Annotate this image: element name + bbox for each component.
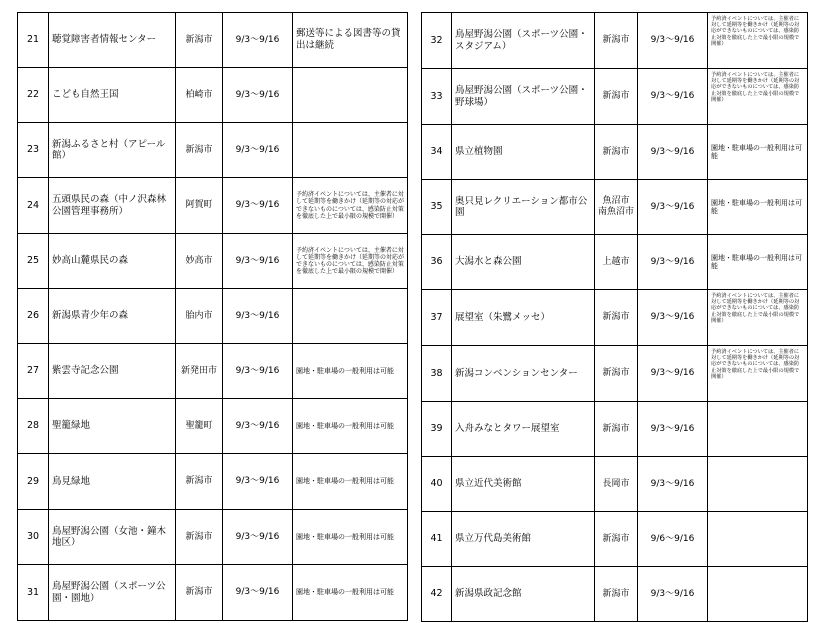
closure-period: 9/3～9/16 [223,289,293,344]
remarks: 園地・駐車場の一般利用は可能 [293,399,408,454]
municipality: 新潟市 [176,565,223,621]
row-number: 21 [18,13,49,68]
facility-name: 入舟みなとタワー展望室 [452,402,595,457]
municipality: 新潟市 [595,13,638,69]
facility-table-right [421,12,808,622]
table-row [422,457,808,512]
facility-name: 新潟県青少年の森 [49,289,176,344]
remarks: 園地・駐車場の一般利用は可能 [708,125,808,180]
remarks: 予約済イベントについては、主催者に対して延期等を働きかけ（延期等の対応ができないものについては、感染防止対策を徹底した上で最小限の規模で開催） [708,346,808,402]
closure-period: 9/3～9/16 [638,235,708,290]
closure-period: 9/3～9/16 [638,402,708,457]
municipality: 新潟市 [595,125,638,180]
municipality: 新潟市 [595,567,638,622]
row-number: 22 [18,68,49,123]
closure-period: 9/3～9/16 [223,454,293,510]
facility-name: 聴覚障害者情報センター [49,13,176,68]
row-number: 42 [422,567,452,622]
closure-period: 9/3～9/16 [223,13,293,68]
table-row [18,344,408,399]
closure-period: 9/3～9/16 [223,123,293,178]
closure-period: 9/3～9/16 [638,125,708,180]
closure-period: 9/3～9/16 [638,346,708,402]
municipality: 新発田市 [176,344,223,399]
facility-name: こども自然王国 [49,68,176,123]
row-number: 30 [18,510,49,565]
facility-name: 鳥屋野潟公園（スポーツ公園・スタジアム） [452,13,595,69]
row-number: 32 [422,13,452,69]
closure-period: 9/3～9/16 [223,234,293,289]
row-number: 29 [18,454,49,510]
closure-period: 9/3～9/16 [223,68,293,123]
remarks [708,457,808,512]
municipality: 新潟市 [595,69,638,125]
row-number: 38 [422,346,452,402]
row-number: 26 [18,289,49,344]
municipality: 新潟市 [595,512,638,567]
row-number: 35 [422,180,452,235]
row-number: 37 [422,290,452,346]
table-row [422,69,808,125]
municipality: 新潟市 [595,290,638,346]
remarks: 園地・駐車場の一般利用は可能 [708,180,808,235]
row-number: 23 [18,123,49,178]
closure-period: 9/3～9/16 [223,344,293,399]
facility-name: 妙高山麓県民の森 [49,234,176,289]
municipality: 阿賀町 [176,178,223,234]
facility-name: 県立植物園 [452,125,595,180]
facility-name: 県立近代美術館 [452,457,595,512]
table-row [18,13,408,68]
municipality: 妙高市 [176,234,223,289]
municipality: 上越市 [595,235,638,290]
table-row [18,68,408,123]
table-row [18,565,408,621]
table-row [18,510,408,565]
facility-name: 展望室（朱鷺メッセ） [452,290,595,346]
municipality: 新潟市 [176,454,223,510]
row-number: 40 [422,457,452,512]
municipality: 新潟市 [176,123,223,178]
facility-name: 奥只見レクリエーション都市公園 [452,180,595,235]
municipality: 聖籠町 [176,399,223,454]
table-row [18,123,408,178]
facility-name: 鳥屋野潟公園（女池・鐘木地区） [49,510,176,565]
table-row [422,567,808,622]
row-number: 34 [422,125,452,180]
facility-name: 鳥見緑地 [49,454,176,510]
row-number: 39 [422,402,452,457]
row-number: 24 [18,178,49,234]
table-row [422,346,808,402]
row-number: 36 [422,235,452,290]
remarks: 予約済イベントについては、主催者に対して延期等を働きかけ（延期等の対応ができないものについては、感染防止対策を徹底した上で最小限の規模で開催） [293,178,408,234]
municipality: 新潟市 [176,510,223,565]
table-row [18,178,408,234]
row-number: 27 [18,344,49,399]
facility-name: 新潟ふるさと村（アピール館） [49,123,176,178]
row-number: 25 [18,234,49,289]
facility-name: 聖籠緑地 [49,399,176,454]
table-row [18,454,408,510]
table-row [422,235,808,290]
closure-period: 9/3～9/16 [638,69,708,125]
table-row [422,290,808,346]
facility-name: 五頭県民の森（中ノ沢森林公園管理事務所） [49,178,176,234]
facility-name: 新潟県政記念館 [452,567,595,622]
closure-period: 9/3～9/16 [638,567,708,622]
municipality: 新潟市 [595,402,638,457]
municipality: 長岡市 [595,457,638,512]
row-number: 41 [422,512,452,567]
closure-period: 9/6～9/16 [638,512,708,567]
closure-period: 9/3～9/16 [638,13,708,69]
municipality: 新潟市 [176,13,223,68]
table-row [18,234,408,289]
facility-name: 県立万代島美術館 [452,512,595,567]
remarks [708,512,808,567]
closure-period: 9/3～9/16 [223,510,293,565]
municipality: 魚沼市 南魚沼市 [595,180,638,235]
remarks [708,567,808,622]
municipality: 胎内市 [176,289,223,344]
closure-period: 9/3～9/16 [638,457,708,512]
table-row [18,399,408,454]
remarks: 園地・駐車場の一般利用は可能 [708,235,808,290]
facility-name: 大潟水と森公園 [452,235,595,290]
row-number: 33 [422,69,452,125]
remarks: 予約済イベントについては、主催者に対して延期等を働きかけ（延期等の対応ができないものについては、感染防止対策を徹底した上で最小限の規模で開催） [708,69,808,125]
remarks: 予約済イベントについては、主催者に対して延期等を働きかけ（延期等の対応ができないものについては、感染防止対策を徹底した上で最小限の規模で開催） [708,13,808,69]
table-row [422,13,808,69]
table-row [422,180,808,235]
closure-period: 9/3～9/16 [638,180,708,235]
table-row [422,125,808,180]
remarks [293,289,408,344]
closure-period: 9/3～9/16 [223,565,293,621]
municipality: 新潟市 [595,346,638,402]
row-number: 28 [18,399,49,454]
closure-period: 9/3～9/16 [223,178,293,234]
facility-name: 鳥屋野潟公園（スポーツ公園・野球場） [452,69,595,125]
closure-period: 9/3～9/16 [223,399,293,454]
closure-period: 9/3～9/16 [638,290,708,346]
remarks: 園地・駐車場の一般利用は可能 [293,565,408,621]
facility-name: 新潟コンベンションセンター [452,346,595,402]
remarks [293,123,408,178]
municipality: 柏崎市 [176,68,223,123]
facility-name: 紫雲寺記念公園 [49,344,176,399]
table-row [422,512,808,567]
table-row [18,289,408,344]
remarks: 園地・駐車場の一般利用は可能 [293,454,408,510]
facility-table-left [17,12,408,621]
table-row [422,402,808,457]
row-number: 31 [18,565,49,621]
remarks [708,402,808,457]
facility-name: 鳥屋野潟公園（スポーツ公園・園地） [49,565,176,621]
remarks [293,68,408,123]
remarks: 園地・駐車場の一般利用は可能 [293,344,408,399]
remarks: 園地・駐車場の一般利用は可能 [293,510,408,565]
remarks: 郵送等による図書等の貸出は継続 [293,13,408,68]
remarks: 予約済イベントについては、主催者に対して延期等を働きかけ（延期等の対応ができないものについては、感染防止対策を徹底した上で最小限の規模で開催） [708,290,808,346]
remarks: 予約済イベントについては、主催者に対して延期等を働きかけ（延期等の対応ができないものについては、感染防止対策を徹底した上で最小限の規模で開催） [293,234,408,289]
